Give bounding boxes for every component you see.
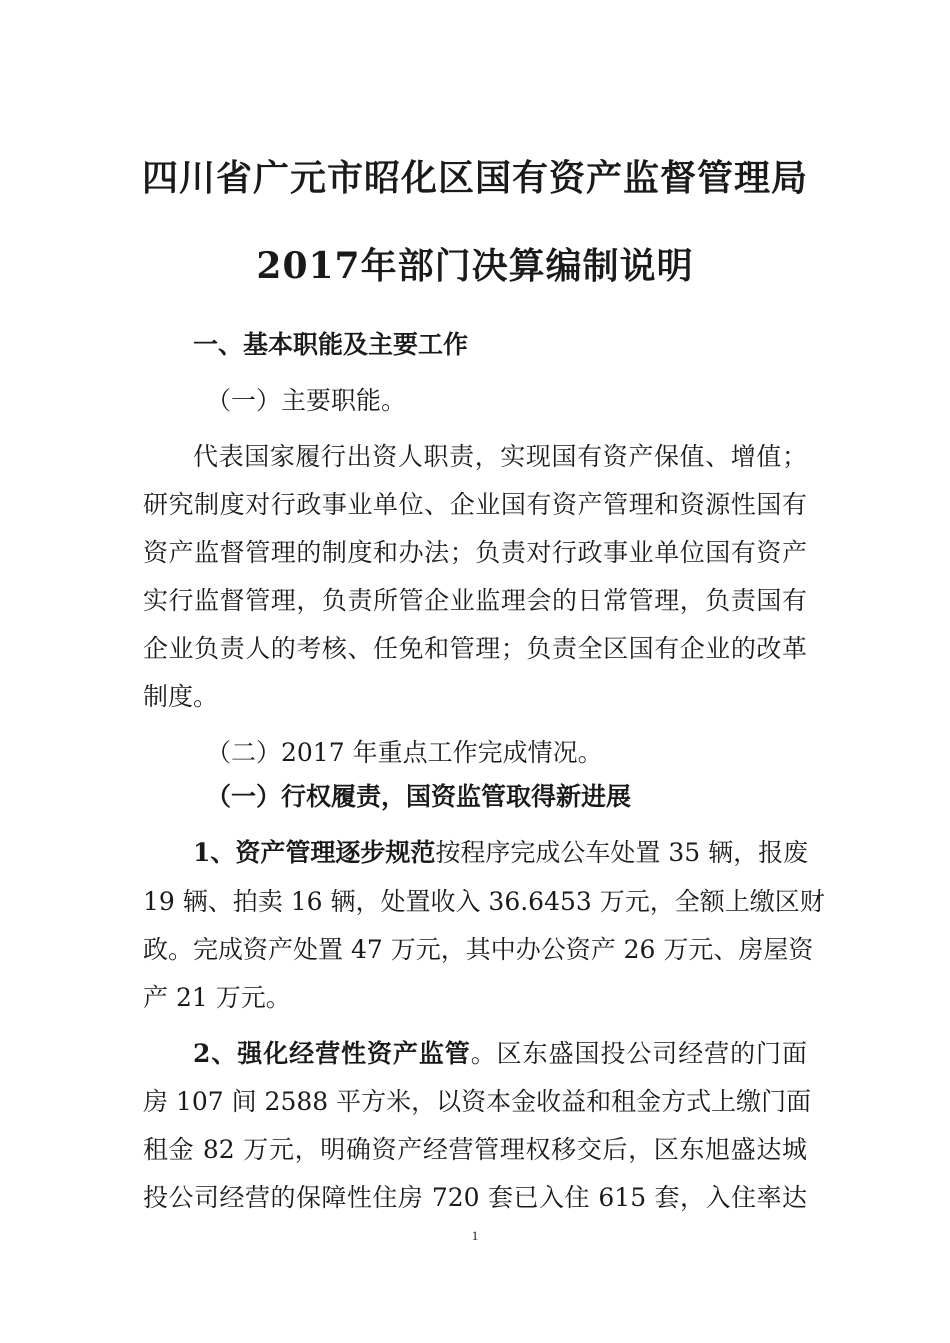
item-1-line [193, 836, 807, 870]
paragraph-line: 房 107 间 2588 平方米，以资本金收益和租金方式上缴门面 [143, 1087, 812, 1116]
item-2-title: 2、强化经营性资产监管 [193, 1039, 471, 1068]
item-2-line [193, 1037, 807, 1071]
item-1-text: 按程序完成公车处置 35 辆，报废 [435, 838, 809, 867]
paragraph-line: 投公司经营的保障性住房 720 套已入住 615 套，入住率达 [143, 1183, 807, 1212]
paragraph-line: 研究制度对行政事业单位、企业国有资产管理和资源性国有 [143, 490, 807, 519]
paragraph-line: 实行监督管理，负责所管企业监理会的日常管理，负责国有 [143, 586, 807, 615]
paragraph-line: 资产监督管理的制度和办法；负责对行政事业单位国有资产 [143, 538, 807, 567]
paragraph-line: 制度。 [143, 682, 219, 711]
paragraph-line: 政。完成资产处置 47 万元，其中办公资产 26 万元、房屋资 [143, 935, 814, 964]
paragraph-line: 租金 82 万元，明确资产经营管理权移交后，区东旭盛达城 [143, 1135, 807, 1164]
document-title-line-1: 四川省广元市昭化区国有资产监督管理局 [141, 157, 808, 199]
document-title-line-2: 2017年部门决算编制说明 [256, 245, 694, 287]
item-2-text: 。区东盛国投公司经营的门面 [470, 1039, 807, 1068]
paragraph-line: 企业负责人的考核、任免和管理；负责全区国有企业的改革 [143, 634, 807, 663]
page-number: 1 [471, 1228, 479, 1243]
paragraph-line: 产 21 万元。 [143, 983, 291, 1012]
subsection-heading-work: （二）2017 年重点工作完成情况。 [206, 738, 603, 767]
item-1-title: 1、资产管理逐步规范 [193, 838, 436, 867]
section-heading: 一、基本职能及主要工作 [193, 330, 469, 359]
paragraph-line: 19 辆、拍卖 16 辆，处置收入 36.6453 万元，全额上缴区财 [143, 887, 825, 916]
paragraph-line: 代表国家履行出资人职责，实现国有资产保值、增值； [193, 442, 807, 471]
bold-section-heading: （一）行权履责，国资监管取得新进展 [206, 782, 632, 811]
subsection-heading-functions: （一）主要职能。 [206, 386, 407, 415]
